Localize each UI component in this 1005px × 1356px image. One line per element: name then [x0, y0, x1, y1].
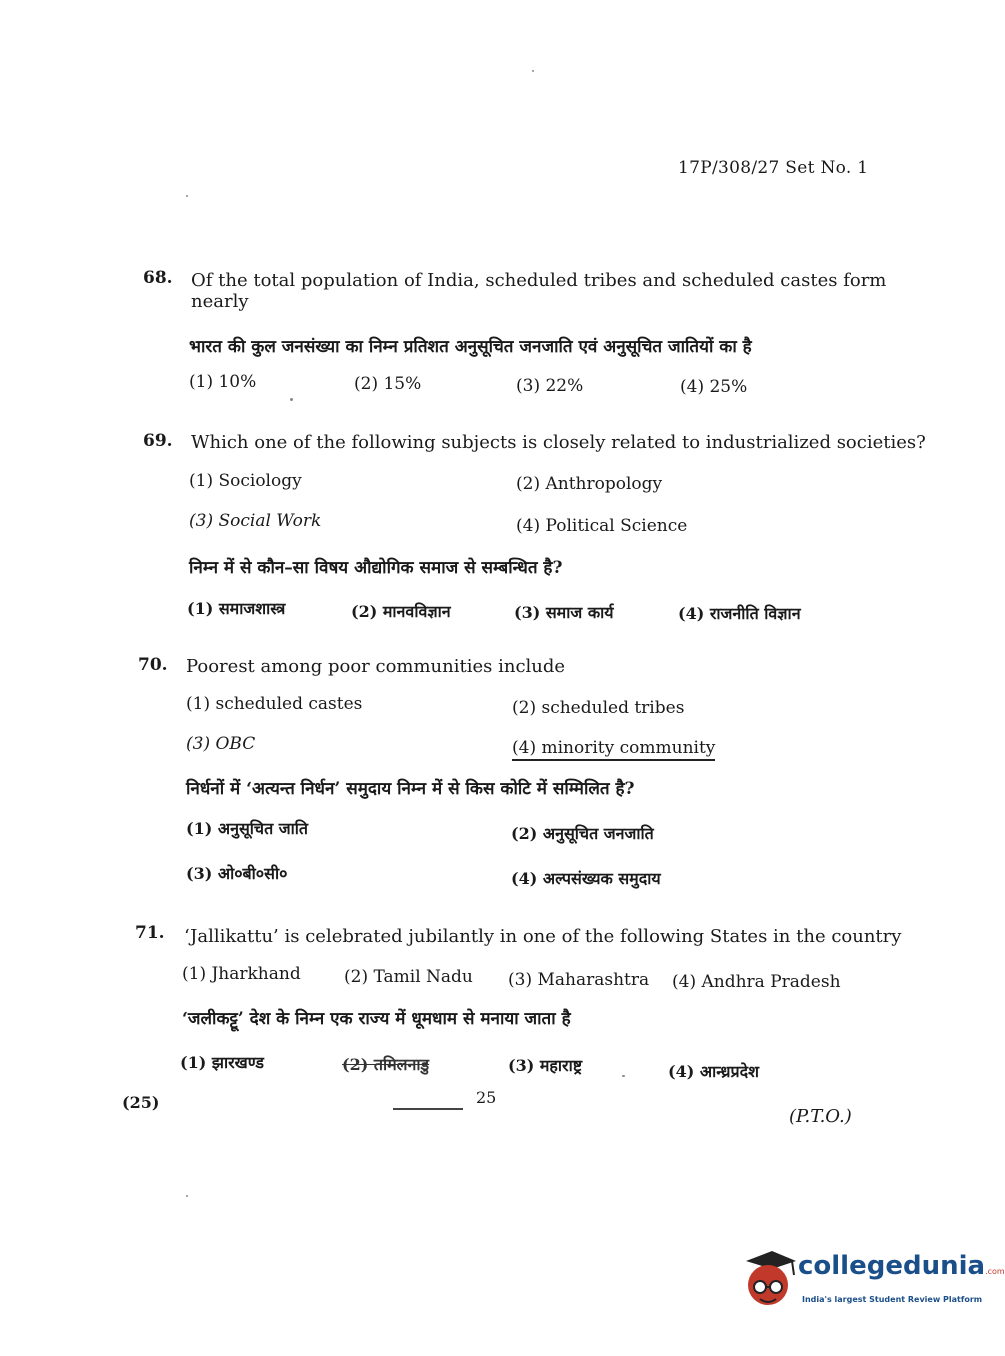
logo-suffix: .com — [985, 1267, 1005, 1276]
question-68-number: 68. — [143, 268, 173, 288]
logo-tagline: India's largest Student Review Platform — [802, 1295, 983, 1304]
question-70-number: 70. — [138, 655, 168, 675]
footer-question-count: (25) — [122, 1093, 160, 1112]
question-71-option-4: (4) Andhra Pradesh — [672, 972, 841, 992]
question-69-hindi-option-2: (2) मानवविज्ञान — [351, 602, 451, 621]
question-69-hindi-option-1: (1) समाजशास्त्र — [187, 599, 286, 618]
pto-label: (P.T.O.) — [789, 1106, 852, 1127]
question-69-hindi-option-4: (4) राजनीति विज्ञान — [678, 604, 801, 623]
question-71-hindi: ‘जलीकट्टू’ देश के निम्न एक राज्य में धूमधाम से मनाया जाता है — [182, 1009, 571, 1029]
question-68-option-4: (4) 25% — [680, 377, 748, 397]
page-number: 25 — [476, 1088, 497, 1107]
question-70-hindi: निर्धनों में ‘अत्यन्त निर्धन’ समुदाय निम्न में से किस कोटि में सम्मिलित है? — [186, 779, 635, 799]
question-71-hindi-option-3: (3) महाराष्ट्र — [508, 1056, 583, 1075]
question-70-hindi-option-3: (3) ओ०बी०सी० — [186, 864, 288, 883]
question-71-option-2: (2) Tamil Nadu — [344, 967, 473, 987]
question-71-text: ‘Jallikattu’ is celebrated jubilantly in one of the following States in the country — [184, 926, 902, 947]
mascot-icon — [742, 1247, 798, 1311]
question-69-hindi: निम्न में से कौन–सा विषय औद्योगिक समाज से सम्बन्धित है? — [189, 558, 563, 578]
collegedunia-logo[interactable] — [742, 1247, 1005, 1317]
question-70-hindi-option-2: (2) अनुसूचित जनजाति — [511, 824, 654, 843]
question-70-option-1: (1) scheduled castes — [186, 694, 363, 714]
scan-speck — [186, 1195, 188, 1197]
question-71-hindi-option-4: (4) आन्ध्रप्रदेश — [668, 1062, 759, 1081]
question-70-text: Poorest among poor communities include — [186, 656, 566, 677]
question-71-hindi-option-2: (2) तमिलनाडु — [342, 1055, 430, 1074]
question-68-text: Of the total population of India, scheduled tribes and scheduled castes form — [191, 270, 887, 291]
question-68-text-cont: nearly — [191, 291, 249, 312]
question-68-option-2: (2) 15% — [354, 374, 422, 394]
question-70-option-4: (4) minority community — [512, 738, 715, 761]
question-71-option-1: (1) Jharkhand — [182, 964, 301, 984]
question-69-option-3: (3) Social Work — [189, 511, 322, 531]
scan-speck — [622, 1075, 625, 1077]
scan-speck — [532, 70, 534, 72]
question-71-hindi-option-1: (1) झारखण्ड — [180, 1053, 264, 1072]
logo-wordmark — [798, 1251, 1005, 1281]
question-71-number: 71. — [135, 923, 165, 943]
question-68-option-1: (1) 10% — [189, 372, 257, 392]
logo-name: collegedunia — [798, 1251, 986, 1281]
footer-rule — [393, 1108, 463, 1110]
question-68-option-3: (3) 22% — [516, 376, 584, 396]
question-71-option-3: (3) Maharashtra — [508, 970, 650, 990]
question-69-option-4: (4) Political Science — [516, 516, 688, 536]
question-69-option-2: (2) Anthropology — [516, 474, 663, 494]
paper-code: 17P/308/27 Set No. 1 — [678, 158, 869, 178]
question-70-option-2: (2) scheduled tribes — [512, 698, 685, 718]
scan-speck — [290, 398, 293, 401]
question-70-option-3: (3) OBC — [186, 734, 256, 754]
question-68-hindi: भारत की कुल जनसंख्या का निम्न प्रतिशत अनुसूचित जनजाति एवं अनुसूचित जातियों का है — [189, 337, 752, 357]
scan-speck — [186, 195, 188, 197]
question-70-hindi-option-1: (1) अनुसूचित जाति — [186, 819, 309, 838]
question-70-hindi-option-4: (4) अल्पसंख्यक समुदाय — [511, 869, 661, 888]
question-69-hindi-option-3: (3) समाज कार्य — [514, 603, 614, 622]
question-69-option-1: (1) Sociology — [189, 471, 302, 491]
question-69-number: 69. — [143, 431, 173, 451]
question-69-text: Which one of the following subjects is closely related to industrialized societies? — [191, 432, 926, 453]
